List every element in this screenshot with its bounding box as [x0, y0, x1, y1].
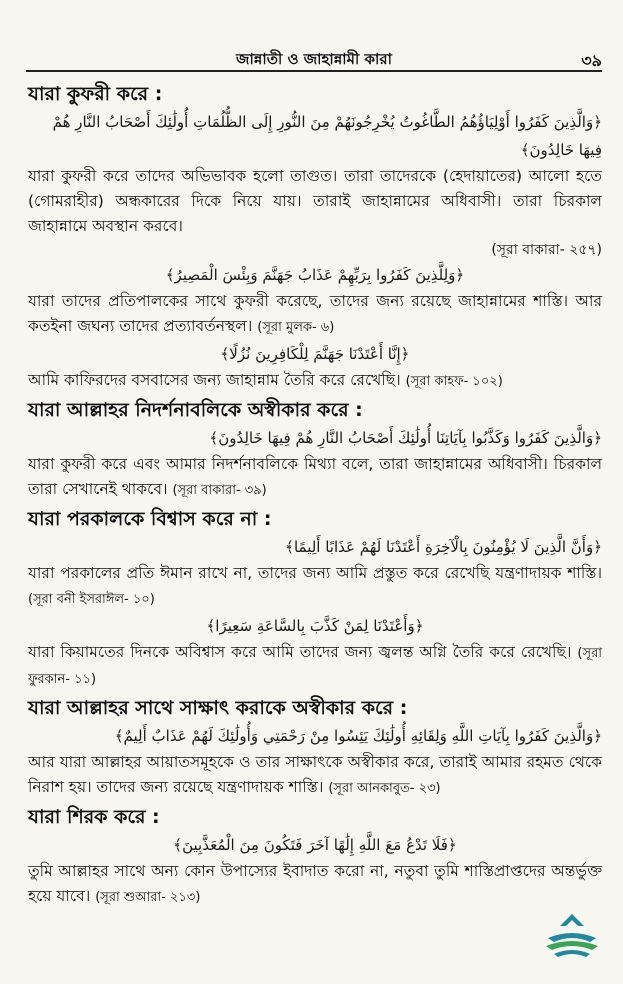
verse-citation: (সূরা আনকাবুত- ২৩)	[328, 781, 441, 796]
quran-verse: ﴿وَأَنَّ الَّذِينَ لَا يُؤْمِنُونَ بِالْآخِرَةِ أَعْتَدْنَا لَهُمْ عَذَابًا أَلِيمًا﴾	[285, 538, 602, 556]
translation-paragraph	[28, 368, 602, 394]
quran-verse: ﴿فَلَا تَدْعُ مَعَ اللَّهِ إِلَٰهًا آخَرَ فَتَكُونَ مِنَ الْمُعَذَّبِينَ﴾	[173, 836, 457, 854]
translation-text: যারা কুফরী করে তাদের অভিভাবক হলো তাগুত। তারা তাদেরকে (হেদায়াতের) আলো হতে (গোমরাহীর) অন্ধকারের দিকে নিয়ে যায়। তারাই জাহান্নামের অধিবাসী। তারা চিরকাল জাহান্নামে অবস্থান করবে।	[28, 167, 602, 235]
verse-citation: (সূরা বাকারা- ২৫৭)	[491, 242, 602, 258]
translation-paragraph	[28, 164, 602, 239]
publisher-logo-icon	[540, 910, 604, 960]
section-heading: যারা আল্লাহর নিদর্শনাবলিকে অস্বীকার করে :	[28, 399, 363, 421]
translation-paragraph	[28, 289, 602, 340]
section-heading: যারা শিরক করে :	[28, 806, 160, 828]
section-heading: যারা আল্লাহর সাথে সাক্ষাৎ করাকে অস্বীকার করে :	[28, 697, 408, 719]
translation-text: যারা তাদের প্রতিপালকের সাথে কুফরী করেছে, তাদের জন্য রয়েছে জাহান্নামের শাস্তি। আর কতইনা জঘন্য তাদের প্রত্যাবর্তনস্থল।	[28, 292, 602, 335]
quran-verse: ﴿وَالَّذِينَ كَفَرُوا بِآيَاتِ اللَّهِ وَلِقَائِهِ أُولَٰئِكَ يَئِسُوا مِنْ رَحْمَتِي وَأُولَٰئِكَ لَهُمْ عَذَابٌ أَلِيمٌ﴾	[114, 727, 602, 745]
verse-citation: (সূরা বাকারা- ৩৯)	[172, 483, 267, 498]
running-title: জান্নাতী ও জাহান্নামী কারা	[236, 50, 392, 68]
translation-text: আমি কাফিরদের বসবাসের জন্য জাহান্নাম তৈরি করে রেখেছি।	[28, 371, 401, 389]
quran-verse: ﴿وَالَّذِينَ كَفَرُوا وَكَذَّبُوا بِآيَاتِنَا أُولَٰئِكَ أَصْحَابُ النَّارِ هُمْ فِيهَا خَالِدُونَ﴾	[209, 429, 602, 447]
section-heading: যারা কুফরী করে :	[28, 83, 163, 105]
page-header	[26, 46, 602, 72]
quran-verse: ﴿وَالَّذِينَ كَفَرُوا أَوْلِيَاؤُهُمُ الطَّاغُوتُ يُخْرِجُونَهُمْ مِنَ النُّورِ إِلَى الظُّلُمَاتِ أُولَٰئِكَ أَصْحَابُ النَّارِ هُمْ فِيهَا خَالِدُونَ﴾	[52, 113, 602, 159]
translation-paragraph	[28, 452, 602, 503]
verse-citation: (সূরা ফুরকান- ১১)	[28, 646, 602, 687]
translation-paragraph	[28, 640, 602, 692]
translation-text: যারা কুফরী করে এবং আমার নিদর্শনাবলিকে মিথ্যা বলে, তারা জাহান্নামের অধিবাসী। চিরকাল তারা সেখানেই থাকবে।	[28, 455, 602, 498]
verse-citation: (সূরা বনী ইসরাঈল- ১০)	[28, 592, 155, 607]
translation-text: যারা কিয়ামতের দিনকে অবিশ্বাস করে আমি তাদের জন্য জ্বলন্ত অগ্নি তৈরি করে রেখেছি।	[28, 643, 572, 661]
translation-paragraph	[28, 561, 602, 612]
quran-verse: ﴿وَلِلَّذِينَ كَفَرُوا بِرَبِّهِمْ عَذَابُ جَهَنَّمَ وَبِئْسَ الْمَصِيرُ﴾	[165, 266, 465, 284]
translation-paragraph	[28, 859, 602, 910]
quran-verse: ﴿إِنَّا أَعْتَدْنَا جَهَنَّمَ لِلْكَافِرِينَ نُزُلًا﴾	[220, 345, 410, 363]
translation-paragraph	[28, 750, 602, 801]
page-content	[28, 78, 602, 910]
verse-citation: (সূরা কাহফ- ১০২)	[405, 374, 503, 389]
translation-text: আর যারা আল্লাহর আয়াতসমূহকে ও তার সাক্ষাৎকে অস্বীকার করে, তারাই আমার রহমত থেকে নিরাশ হয়। তাদের জন্য রয়েছে যন্ত্রণাদায়ক শাস্তি।	[28, 753, 602, 796]
section-heading: যারা পরকালকে বিশ্বাস করে না :	[28, 508, 272, 530]
quran-verse: ﴿وَأَعْتَدْنَا لِمَنْ كَذَّبَ بِالسَّاعَةِ سَعِيرًا﴾	[206, 617, 424, 635]
translation-text: তুমি আল্লাহর সাথে অন্য কোন উপাস্যের ইবাদাত করো না, নতুবা তুমি শাস্তিপ্রাপ্তদের অন্তর্ভুক্ত হয়ে যাবে।	[28, 862, 602, 905]
verse-citation: (সূরা মুলক- ৬)	[257, 320, 335, 335]
verse-citation: (সূরা শুআরা- ২১৩)	[95, 890, 201, 905]
page-number: ৩৯	[581, 51, 602, 70]
translation-text: যারা পরকালের প্রতি ঈমান রাখে না, তাদের জন্য আমি প্রস্তুত করে রেখেছি যন্ত্রণাদায়ক শাস্তি।	[28, 564, 602, 582]
